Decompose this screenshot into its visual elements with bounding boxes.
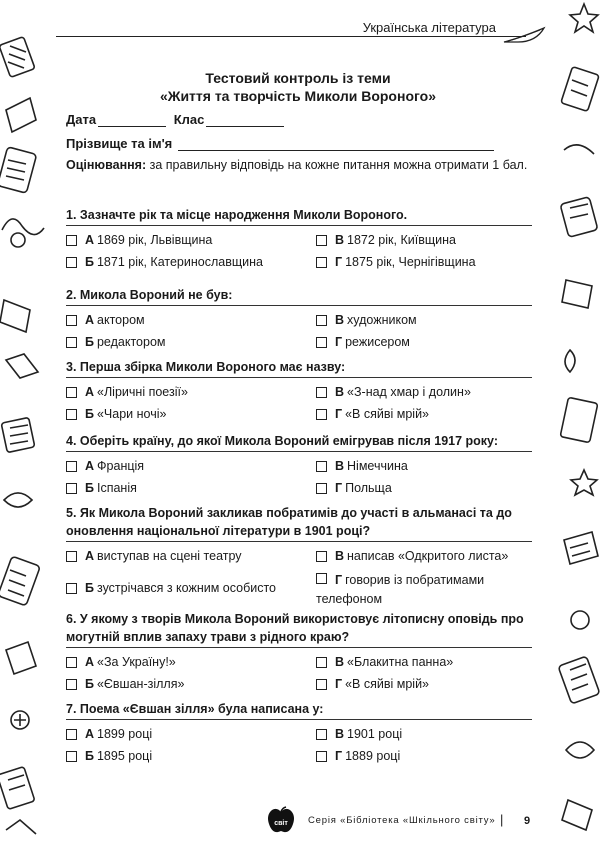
checkbox[interactable] (66, 729, 77, 740)
date-label: Дата (66, 112, 97, 127)
feather-icon (502, 26, 546, 46)
question-text: 5. Як Микола Вороний закликав побратимів до участі в альманасі та до оновлення національної літератури в 1901 році? (66, 504, 532, 542)
subject-title: Українська література (359, 20, 500, 35)
class-field[interactable] (206, 126, 284, 127)
checkbox[interactable] (66, 583, 77, 594)
page-footer (46, 806, 550, 834)
checkbox[interactable] (316, 657, 327, 668)
checkbox[interactable] (316, 483, 327, 494)
checkbox[interactable] (316, 551, 327, 562)
worksheet-page (46, 0, 550, 851)
checkbox[interactable] (66, 235, 77, 246)
option-b[interactable]: Б Іспанія (66, 480, 137, 496)
option-v[interactable]: В 1872 рік, Київщина (316, 232, 456, 248)
option-v[interactable]: В художником (316, 312, 417, 328)
question-6 (66, 610, 532, 696)
grading-text: за правильну відповідь на кожне питання можна отримати 1 бал. (149, 158, 528, 172)
option-g[interactable]: Г 1875 рік, Чернігівщина (316, 254, 476, 270)
series-text: Серія «Бібліотека «Шкільного світу» (308, 815, 496, 826)
question-1 (66, 206, 532, 274)
option-b[interactable]: Б редактором (66, 334, 166, 350)
left-doodle-border (0, 0, 46, 851)
date-field[interactable] (98, 126, 166, 127)
option-v[interactable]: В 1901 році (316, 726, 402, 742)
option-g[interactable]: Г «В сяйві мрій» (316, 676, 429, 692)
checkbox[interactable] (316, 409, 327, 420)
checkbox[interactable] (316, 235, 327, 246)
option-g[interactable]: Г говорив із побратимами телефоном (316, 573, 485, 606)
option-a[interactable]: А «За Україну!» (66, 654, 176, 670)
checkbox[interactable] (66, 657, 77, 668)
checkbox[interactable] (316, 315, 327, 326)
option-a[interactable]: А виступав на сцені театру (66, 548, 242, 564)
question-7 (66, 700, 532, 768)
svg-text:світ: світ (274, 820, 288, 827)
option-v[interactable]: В «З-над хмар і долин» (316, 384, 471, 400)
option-g[interactable]: Г режисером (316, 334, 410, 350)
option-a[interactable]: А Франція (66, 458, 144, 474)
test-title-line1: Тестовий контроль із теми (205, 70, 391, 86)
question-text: 3. Перша збірка Миколи Вороного має назву: (66, 358, 532, 378)
option-v[interactable]: В написав «Одкритого листа» (316, 548, 508, 564)
checkbox[interactable] (316, 679, 327, 690)
checkbox[interactable] (66, 483, 77, 494)
checkbox[interactable] (316, 337, 327, 348)
option-g[interactable]: Г Польща (316, 480, 392, 496)
footer-separator: | (500, 812, 504, 827)
option-a[interactable]: А 1869 рік, Львівщина (66, 232, 212, 248)
checkbox[interactable] (316, 573, 327, 584)
checkbox[interactable] (66, 751, 77, 762)
date-class-row (66, 112, 284, 127)
option-a[interactable]: А актором (66, 312, 145, 328)
page-number: 9 (524, 815, 531, 827)
question-3 (66, 358, 532, 426)
page-header (56, 18, 546, 42)
grading-label: Оцінювання: (66, 158, 147, 172)
checkbox[interactable] (316, 751, 327, 762)
question-text: 1. Зазначте рік та місце народження Миколи Вороного. (66, 206, 532, 226)
checkbox[interactable] (66, 337, 77, 348)
option-g[interactable]: Г 1889 році (316, 748, 400, 764)
header-rule (56, 36, 526, 37)
question-text: 7. Поема «Євшан зілля» була написана у: (66, 700, 532, 720)
name-label: Прізвище та ім'я (66, 136, 173, 151)
option-b[interactable]: Б «Євшан-зілля» (66, 676, 184, 692)
checkbox[interactable] (316, 729, 327, 740)
checkbox[interactable] (316, 257, 327, 268)
option-v[interactable]: В Німеччина (316, 458, 408, 474)
checkbox[interactable] (66, 409, 77, 420)
question-4 (66, 432, 532, 500)
question-text: 4. Оберіть країну, до якої Микола Вороний емігрував після 1917 року: (66, 432, 532, 452)
option-b[interactable]: Б 1895 році (66, 748, 152, 764)
star-icon (570, 4, 598, 32)
class-label: Клас (173, 112, 205, 127)
option-g[interactable]: Г «В сяйві мрій» (316, 406, 429, 422)
checkbox[interactable] (66, 257, 77, 268)
right-doodle-border (550, 0, 600, 851)
question-text: 2. Микола Вороний не був: (66, 286, 532, 306)
checkbox[interactable] (316, 387, 327, 398)
option-b[interactable]: Б 1871 рік, Катеринославщина (66, 254, 263, 270)
checkbox[interactable] (66, 461, 77, 472)
option-b[interactable]: Б «Чари ночі» (66, 406, 166, 422)
question-5 (66, 504, 532, 608)
question-2 (66, 286, 532, 354)
option-b[interactable]: Б зустрічався з кожним особисто (66, 580, 276, 596)
checkbox[interactable] (66, 387, 77, 398)
option-a[interactable]: А «Ліричні поезії» (66, 384, 188, 400)
name-row (66, 136, 494, 151)
grading-note (66, 158, 527, 172)
test-title-line2: «Життя та творчість Миколи Вороного» (160, 88, 436, 104)
name-field[interactable] (178, 150, 494, 151)
checkbox[interactable] (316, 461, 327, 472)
checkbox[interactable] (66, 679, 77, 690)
checkbox[interactable] (66, 551, 77, 562)
checkbox[interactable] (66, 315, 77, 326)
question-text: 6. У якому з творів Микола Вороний використовує літописну оповідь про могутній вплив запаху трави з рідного краю? (66, 610, 532, 648)
option-v[interactable]: В «Блакитна панна» (316, 654, 453, 670)
option-a[interactable]: А 1899 році (66, 726, 152, 742)
apple-logo-icon (266, 806, 296, 834)
